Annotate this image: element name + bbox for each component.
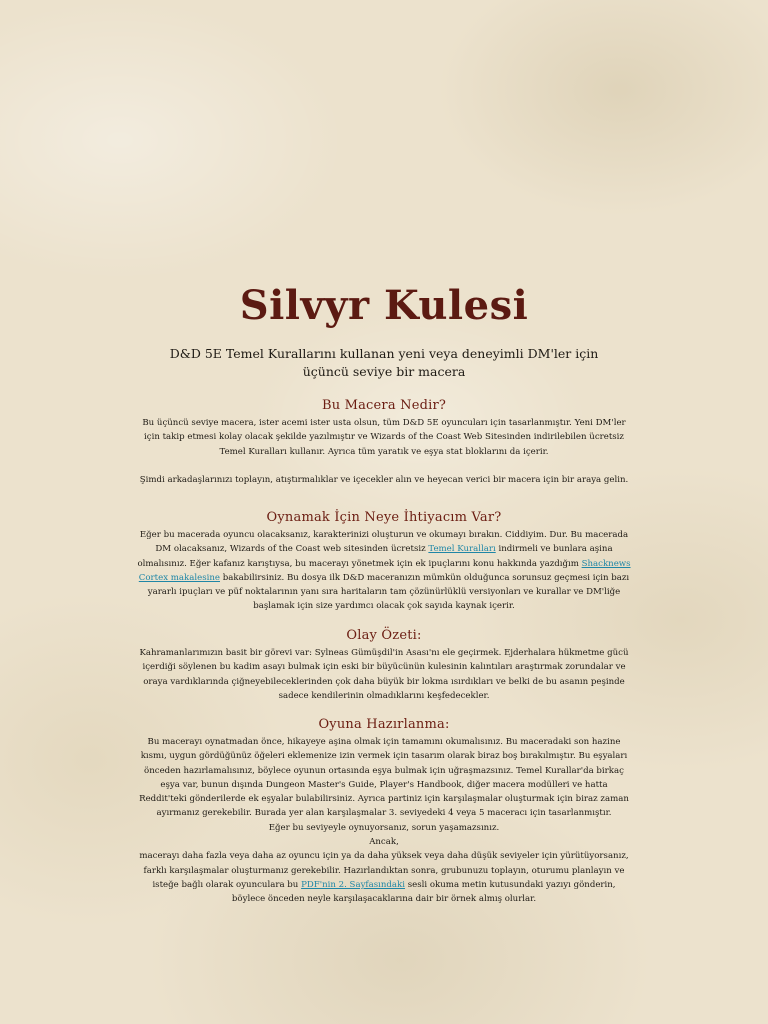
subtitle-line-1: D&D 5E Temel Kurallarını kullanan yeni veya deneyimli DM'ler için (169, 346, 599, 361)
section-heading: Oynamak İçin Neye İhtiyacım Var? (266, 510, 502, 525)
body-line: içerdiği söylenen bu kadim asayı bulmak için eski bir büyücünün kulesinin kalıntıları araştırmak zorundalar ve (142, 662, 626, 673)
body-line: için takip etmesi kolay olacak şekilde yazılmıştır ve Wizards of the Coast Web Sitesinden indirilebilen ücretsiz (144, 432, 624, 443)
body-text: olmalısınız. Eğer kafanız karıştıysa, bu macerayı yönetmek için ek ipuçlarını konu hakkında yazdığım (137, 558, 582, 569)
pdf-page-2-link[interactable]: PDF'nin 2. Sayfasındaki (301, 879, 406, 890)
body-line: eşya var, bunun dışında Dungeon Master's Guide, Player's Handbook, diğer macera modülleri ve hatta (160, 779, 608, 790)
body-text: isteğe bağlı olarak oyunculara bu (152, 879, 302, 890)
body-line: Temel Kuralları kullanır. Ayrıca tüm yaratık ve eşya stat bloklarını da içerir. (219, 446, 549, 457)
section-heading: Olay Özeti: (346, 628, 422, 643)
body-line: Bu macerayı oynatmadan önce, hikayeye aşina olmak için tamamını okumalısınız. Bu maceradaki son hazine (147, 737, 621, 747)
section-what-do-i-need (104, 510, 664, 614)
body-line: Eğer bu macerada oyuncu olacaksanız, karakterinizi oluşturun ve okumayı bırakın. Ciddiyim. Dur. Bu macerada (139, 530, 629, 540)
body-line: macerayı daha fazla veya daha az oyuncu için ya da daha yüksek veya daha düşük seviyeler için yürütüyorsanız, (139, 851, 629, 862)
body-text: sesli okuma metin kutusundaki yazıyı gönderin, (405, 879, 616, 890)
body-line: önceden hazırlamalısınız, böylece oyunun ortasında eşya bulmak için uğraşmazsınız. Temel Kurallar'da birkaç (144, 765, 624, 776)
cortex-article-link[interactable]: Cortex makalesine (138, 572, 220, 583)
body-line: Bu üçüncü seviye macera, ister acemi ister usta olsun, tüm D&D 5E oyuncuları için tasarlanmıştır. Yeni DM'ler (142, 418, 626, 428)
body-line: ayırmanız gerekebilir. Burada yer alan karşılaşmalar 3. seviyedeki 4 veya 5 maceracı için tasarlanmıştır. (156, 808, 612, 819)
section-body (104, 735, 664, 907)
body-line: Kahramanlarımızın basit bir görevi var: Sylneas Gümüşdil'in Asası'nı ele geçirmek. Ejderhalara hükmetme gücü (139, 648, 629, 658)
body-line: farklı karşılaşmalar oluşturmanız gerekebilir. Hazırlandıktan sonra, grubunuzu toplayın, oturumu planlayın ve (143, 865, 625, 876)
section-body (104, 416, 664, 459)
section-heading: Bu Macera Nedir? (321, 398, 447, 413)
page-title: Silvyr Kulesi (239, 282, 529, 329)
body-line: oraya vardıklarında çiğneyebileceklerinden çok daha büyük bir lokma ısırdıkları ve belki de bu asanın peşinde (143, 676, 625, 687)
body-line: Reddit'teki gönderilerde ek eşyalar bulabilirsiniz. Ayrıca partiniz için karşılaşmalar oluşturmak için biraz zaman (139, 794, 629, 805)
section-preparing-the-game (104, 717, 664, 907)
body-line: Eğer bu seviyeyle oynuyorsanız, sorun yaşamazsınız. (268, 822, 500, 833)
section-what-is-this-adventure (104, 398, 664, 487)
body-text: indirmeli ve bunlara aşina (495, 544, 613, 555)
section-heading: Oyuna Hazırlanma: (318, 717, 450, 732)
body-line: sadece kendilerinin olmadıklarını keşfedecekler. (278, 690, 490, 701)
body-line: kısmı, uygun gördüğünüz öğeleri eklemenize izin vermek için tasarım olarak biraz boş bırakılmıştır. Bu eşyaları (140, 751, 628, 762)
body-line: Ancak, (369, 837, 399, 848)
body-text: DM olacaksanız, Wizards of the Coast web sitesinden ücretsiz (155, 544, 429, 555)
basic-rules-link[interactable]: Temel Kuralları (428, 544, 496, 555)
section-body (104, 646, 664, 703)
body-line: başlamak için size yardımcı olacak çok sayıda kaynak içerir. (253, 601, 515, 612)
section-closing: Şimdi arkadaşlarınızı toplayın, atıştırmalıklar ve içecekler alın ve heyecan verici bir macera için bir araya gelin. (139, 474, 629, 485)
section-plot-summary (104, 628, 664, 703)
body-line: yararlı ipuçları ve püf noktalarının yanı sıra haritaların tam çözünürlüklü versiyonları ve kurallar ve DM'liğe (147, 587, 621, 598)
body-line: böylece önceden neyle karşılaşacaklarına dair bir örnek almış olurlar. (231, 894, 537, 905)
body-text: bakabilirsiniz. Bu dosya ilk D&D maceranızın mümkün olduğunca sorunsuz geçmesi için bazı (220, 572, 630, 583)
section-body (104, 528, 664, 614)
shacknews-link[interactable]: Shacknews (581, 558, 631, 569)
subtitle-line-2: üçüncü seviye bir macera (302, 364, 466, 379)
page-subtitle (134, 345, 634, 381)
